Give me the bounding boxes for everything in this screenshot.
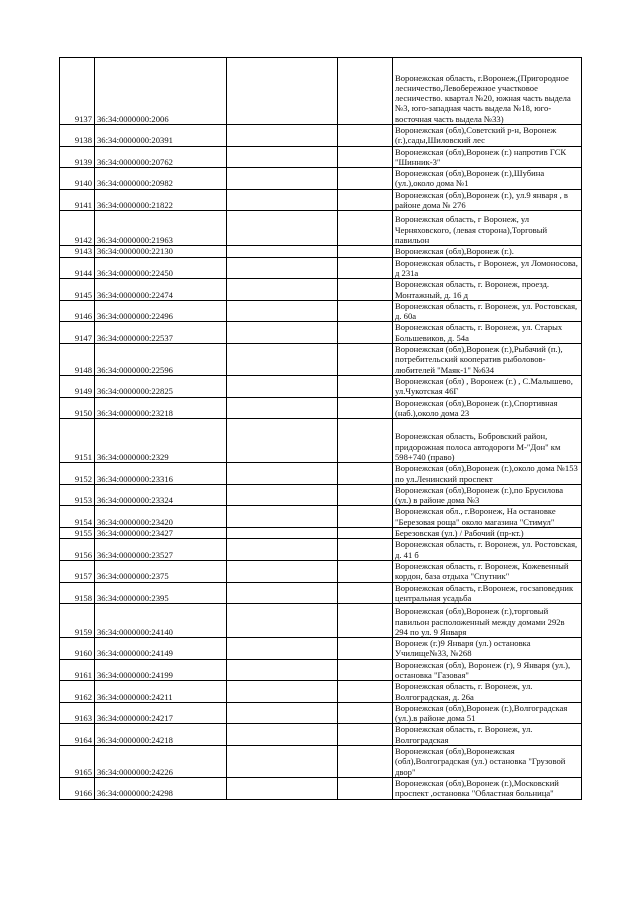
address-cell: Воронежская область, г. Воронеж, Кожевенный кордон, база отдыха "Спутник" xyxy=(393,560,582,582)
cadastral-number-cell: 36:34:0000000:21822 xyxy=(95,189,227,211)
cadastral-number-cell: 36:34:0000000:24298 xyxy=(95,777,227,799)
empty-cell xyxy=(338,582,393,604)
address-cell: Воронежская (обл), Воронеж (г), 9 Января (ул.), остановка "Газовая" xyxy=(393,659,582,681)
address-cell: Березовская (ул.) / Рабочий (пр-кт.) xyxy=(393,528,582,539)
row-number-cell: 9137 xyxy=(60,58,95,125)
table-row xyxy=(60,582,582,604)
address-cell: Воронежская область, г. Воронеж, ул. Волгоградская, д. 26а xyxy=(393,681,582,703)
row-number-cell: 9157 xyxy=(60,560,95,582)
empty-cell xyxy=(338,506,393,528)
empty-cell xyxy=(227,419,338,463)
empty-cell xyxy=(227,146,338,168)
empty-cell xyxy=(227,604,338,638)
address-cell: Воронежская (обл),Воронеж (г.) напротив ГСК "Шинник-3" xyxy=(393,146,582,168)
empty-cell xyxy=(227,322,338,344)
cadastral-register-table xyxy=(59,57,582,800)
empty-cell xyxy=(227,397,338,419)
empty-cell xyxy=(227,659,338,681)
row-number-cell: 9155 xyxy=(60,528,95,539)
empty-cell xyxy=(227,539,338,561)
empty-cell xyxy=(227,560,338,582)
empty-cell xyxy=(227,125,338,147)
address-cell: Воронежская (обл),Воронеж (г.),Волгоградская (ул.).в районе дома 51 xyxy=(393,702,582,724)
empty-cell xyxy=(338,211,393,246)
cadastral-number-cell: 36:34:0000000:24217 xyxy=(95,702,227,724)
row-number-cell: 9160 xyxy=(60,638,95,660)
empty-cell xyxy=(338,257,393,279)
address-cell: Воронежская (обл),Воронежская (обл),Волгоградская (ул.) остановка "Грузовой двор" xyxy=(393,746,582,778)
address-cell: Воронежская (обл),Воронеж (г.),около дома №153 по ул.Ленинский проспект xyxy=(393,463,582,485)
table-row xyxy=(60,506,582,528)
row-number-cell: 9162 xyxy=(60,681,95,703)
cadastral-number-cell: 36:34:0000000:23527 xyxy=(95,539,227,561)
table-row xyxy=(60,604,582,638)
row-number-cell: 9164 xyxy=(60,724,95,746)
cadastral-number-cell: 36:34:0000000:24199 xyxy=(95,659,227,681)
table-row xyxy=(60,484,582,506)
empty-cell xyxy=(227,58,338,125)
row-number-cell: 9158 xyxy=(60,582,95,604)
cadastral-number-cell: 36:34:0000000:22450 xyxy=(95,257,227,279)
row-number-cell: 9143 xyxy=(60,246,95,257)
empty-cell xyxy=(227,168,338,190)
address-cell: Воронежская (обл),Воронеж (г.),Шубина (ул.),около дома №1 xyxy=(393,168,582,190)
table-row xyxy=(60,300,582,322)
cadastral-number-cell: 36:34:0000000:2395 xyxy=(95,582,227,604)
cadastral-number-cell: 36:34:0000000:24149 xyxy=(95,638,227,660)
table-row xyxy=(60,322,582,344)
cadastral-number-cell: 36:34:0000000:22130 xyxy=(95,246,227,257)
empty-cell xyxy=(338,604,393,638)
empty-cell xyxy=(227,300,338,322)
empty-cell xyxy=(338,189,393,211)
row-number-cell: 9141 xyxy=(60,189,95,211)
row-number-cell: 9139 xyxy=(60,146,95,168)
address-cell: Воронежская область, г Воронеж, ул Черняховского, (левая сторона),Торговый павильон xyxy=(393,211,582,246)
cadastral-number-cell: 36:34:0000000:22825 xyxy=(95,376,227,398)
empty-cell xyxy=(338,528,393,539)
empty-cell xyxy=(338,777,393,799)
cadastral-number-cell: 36:34:0000000:24218 xyxy=(95,724,227,746)
cadastral-number-cell: 36:34:0000000:20762 xyxy=(95,146,227,168)
table-row xyxy=(60,376,582,398)
row-number-cell: 9153 xyxy=(60,484,95,506)
empty-cell xyxy=(227,681,338,703)
table-row xyxy=(60,681,582,703)
table-row xyxy=(60,419,582,463)
empty-cell xyxy=(227,777,338,799)
empty-cell xyxy=(338,279,393,301)
cadastral-number-cell: 36:34:0000000:22537 xyxy=(95,322,227,344)
cadastral-number-cell: 36:34:0000000:2329 xyxy=(95,419,227,463)
empty-cell xyxy=(227,582,338,604)
table-row xyxy=(60,463,582,485)
row-number-cell: 9147 xyxy=(60,322,95,344)
row-number-cell: 9166 xyxy=(60,777,95,799)
empty-cell xyxy=(227,189,338,211)
empty-cell xyxy=(338,560,393,582)
cadastral-number-cell: 36:34:0000000:23420 xyxy=(95,506,227,528)
table-row xyxy=(60,344,582,376)
empty-cell xyxy=(227,279,338,301)
address-cell: Воронежская (обл),Воронеж (г.), ул.9 января , в районе дома № 276 xyxy=(393,189,582,211)
empty-cell xyxy=(338,681,393,703)
cadastral-number-cell: 36:34:0000000:20391 xyxy=(95,125,227,147)
table-row xyxy=(60,257,582,279)
address-cell: Воронежская область, г. Воронеж, ул. Ростовская, д. 60а xyxy=(393,300,582,322)
empty-cell xyxy=(227,376,338,398)
empty-cell xyxy=(338,125,393,147)
row-number-cell: 9149 xyxy=(60,376,95,398)
empty-cell xyxy=(338,463,393,485)
cadastral-number-cell: 36:34:0000000:22496 xyxy=(95,300,227,322)
address-cell: Воронежская область, г. Воронеж, проезд. Монтажный, д. 16 д xyxy=(393,279,582,301)
cadastral-number-cell: 36:34:0000000:2375 xyxy=(95,560,227,582)
row-number-cell: 9144 xyxy=(60,257,95,279)
empty-cell xyxy=(338,638,393,660)
cadastral-number-cell: 36:34:0000000:22596 xyxy=(95,344,227,376)
empty-cell xyxy=(227,528,338,539)
row-number-cell: 9151 xyxy=(60,419,95,463)
cadastral-number-cell: 36:34:0000000:24226 xyxy=(95,746,227,778)
empty-cell xyxy=(338,168,393,190)
empty-cell xyxy=(338,246,393,257)
cadastral-number-cell: 36:34:0000000:23324 xyxy=(95,484,227,506)
table-row xyxy=(60,777,582,799)
cadastral-number-cell: 36:34:0000000:20982 xyxy=(95,168,227,190)
address-cell: Воронежская область, г Воронеж, ул Ломоносова, д 231а xyxy=(393,257,582,279)
empty-cell xyxy=(338,659,393,681)
address-cell: Воронежская (обл),Воронеж (г.),Московский проспект ,остановка "Областная больница" xyxy=(393,777,582,799)
table-row xyxy=(60,211,582,246)
table-row xyxy=(60,189,582,211)
table-row xyxy=(60,659,582,681)
empty-cell xyxy=(227,746,338,778)
address-cell: Воронежская область, г. Воронеж, ул. Волгоградская xyxy=(393,724,582,746)
empty-cell xyxy=(338,746,393,778)
empty-cell xyxy=(338,322,393,344)
address-cell: Воронежская область, г.Воронеж,(Пригородное лесничество,Левобережное участковое лесничество. квартал №20, южная часть выдела №3, юго-западная часть выдела №18, юго-восточная часть выдела №33) xyxy=(393,58,582,125)
address-cell: Воронежская область, г. Воронеж, ул. Старых Большевиков, д. 54а xyxy=(393,322,582,344)
row-number-cell: 9154 xyxy=(60,506,95,528)
empty-cell xyxy=(227,257,338,279)
address-cell: Воронежская область, г. Воронеж, ул. Ростовская, д. 41 б xyxy=(393,539,582,561)
row-number-cell: 9156 xyxy=(60,539,95,561)
row-number-cell: 9146 xyxy=(60,300,95,322)
empty-cell xyxy=(227,246,338,257)
table-row xyxy=(60,702,582,724)
table-row xyxy=(60,279,582,301)
row-number-cell: 9165 xyxy=(60,746,95,778)
cadastral-number-cell: 36:34:0000000:24140 xyxy=(95,604,227,638)
table-row xyxy=(60,528,582,539)
table-row xyxy=(60,58,582,125)
empty-cell xyxy=(227,211,338,246)
row-number-cell: 9152 xyxy=(60,463,95,485)
cadastral-number-cell: 36:34:0000000:23218 xyxy=(95,397,227,419)
cadastral-number-cell: 36:34:0000000:21963 xyxy=(95,211,227,246)
row-number-cell: 9161 xyxy=(60,659,95,681)
row-number-cell: 9150 xyxy=(60,397,95,419)
address-cell: Воронежская область, Бобровский район, придорожная полоса автодороги М-"Дон" км 598+740 (право) xyxy=(393,419,582,463)
address-cell: Воронежская (обл),Воронеж (г.),по Брусилова (ул.) в районе дома №3 xyxy=(393,484,582,506)
cadastral-number-cell: 36:34:0000000:23316 xyxy=(95,463,227,485)
empty-cell xyxy=(227,702,338,724)
cadastral-number-cell: 36:34:0000000:22474 xyxy=(95,279,227,301)
table-row xyxy=(60,246,582,257)
row-number-cell: 9163 xyxy=(60,702,95,724)
cadastral-number-cell: 36:34:0000000:23427 xyxy=(95,528,227,539)
empty-cell xyxy=(338,300,393,322)
address-cell: Воронежская (обл),Воронеж (г.),Спортивная (наб.),около дома 23 xyxy=(393,397,582,419)
table-row xyxy=(60,560,582,582)
table-row xyxy=(60,539,582,561)
table-row xyxy=(60,168,582,190)
address-cell: Воронежская (обл),Воронеж (г.). xyxy=(393,246,582,257)
address-cell: Воронежская область, г.Воронеж, госзаповедник центральная усадьба xyxy=(393,582,582,604)
row-number-cell: 9138 xyxy=(60,125,95,147)
address-cell: Воронежская (обл),Воронеж (г.),Рыбачий (п.), потребительский кооператив рыболовов-любителей "Маяк-1" №634 xyxy=(393,344,582,376)
empty-cell xyxy=(338,146,393,168)
address-cell: Воронежская (обл) , Воронеж (г.) , С.Малышево, ул.Чукотская 46Г xyxy=(393,376,582,398)
table-row xyxy=(60,146,582,168)
empty-cell xyxy=(227,484,338,506)
row-number-cell: 9140 xyxy=(60,168,95,190)
address-cell: Воронежская (обл),Советский р-н, Воронеж (г.),сады,Шиловский лес xyxy=(393,125,582,147)
row-number-cell: 9142 xyxy=(60,211,95,246)
empty-cell xyxy=(338,484,393,506)
table-row xyxy=(60,638,582,660)
empty-cell xyxy=(227,463,338,485)
table-body xyxy=(60,58,582,800)
empty-cell xyxy=(227,638,338,660)
empty-cell xyxy=(338,419,393,463)
address-cell: Воронежская (обл),Воронеж (г.),торговый павильон расположенный между домами 292в 294 по ул. 9 Января xyxy=(393,604,582,638)
row-number-cell: 9159 xyxy=(60,604,95,638)
empty-cell xyxy=(227,506,338,528)
row-number-cell: 9145 xyxy=(60,279,95,301)
empty-cell xyxy=(338,724,393,746)
empty-cell xyxy=(338,397,393,419)
table-row xyxy=(60,724,582,746)
table-row xyxy=(60,397,582,419)
empty-cell xyxy=(338,539,393,561)
empty-cell xyxy=(338,376,393,398)
table-row xyxy=(60,746,582,778)
table-row xyxy=(60,125,582,147)
empty-cell xyxy=(338,702,393,724)
empty-cell xyxy=(338,344,393,376)
empty-cell xyxy=(338,58,393,125)
cadastral-number-cell: 36:34:0000000:2006 xyxy=(95,58,227,125)
address-cell: Воронежская обл., г.Воронеж, На остановке "Березовая роща" около магазина "Стимул" xyxy=(393,506,582,528)
empty-cell xyxy=(227,344,338,376)
cadastral-number-cell: 36:34:0000000:24211 xyxy=(95,681,227,703)
address-cell: Воронеж (г.)9 Января (ул.) остановка Училище№33, №268 xyxy=(393,638,582,660)
empty-cell xyxy=(227,724,338,746)
row-number-cell: 9148 xyxy=(60,344,95,376)
